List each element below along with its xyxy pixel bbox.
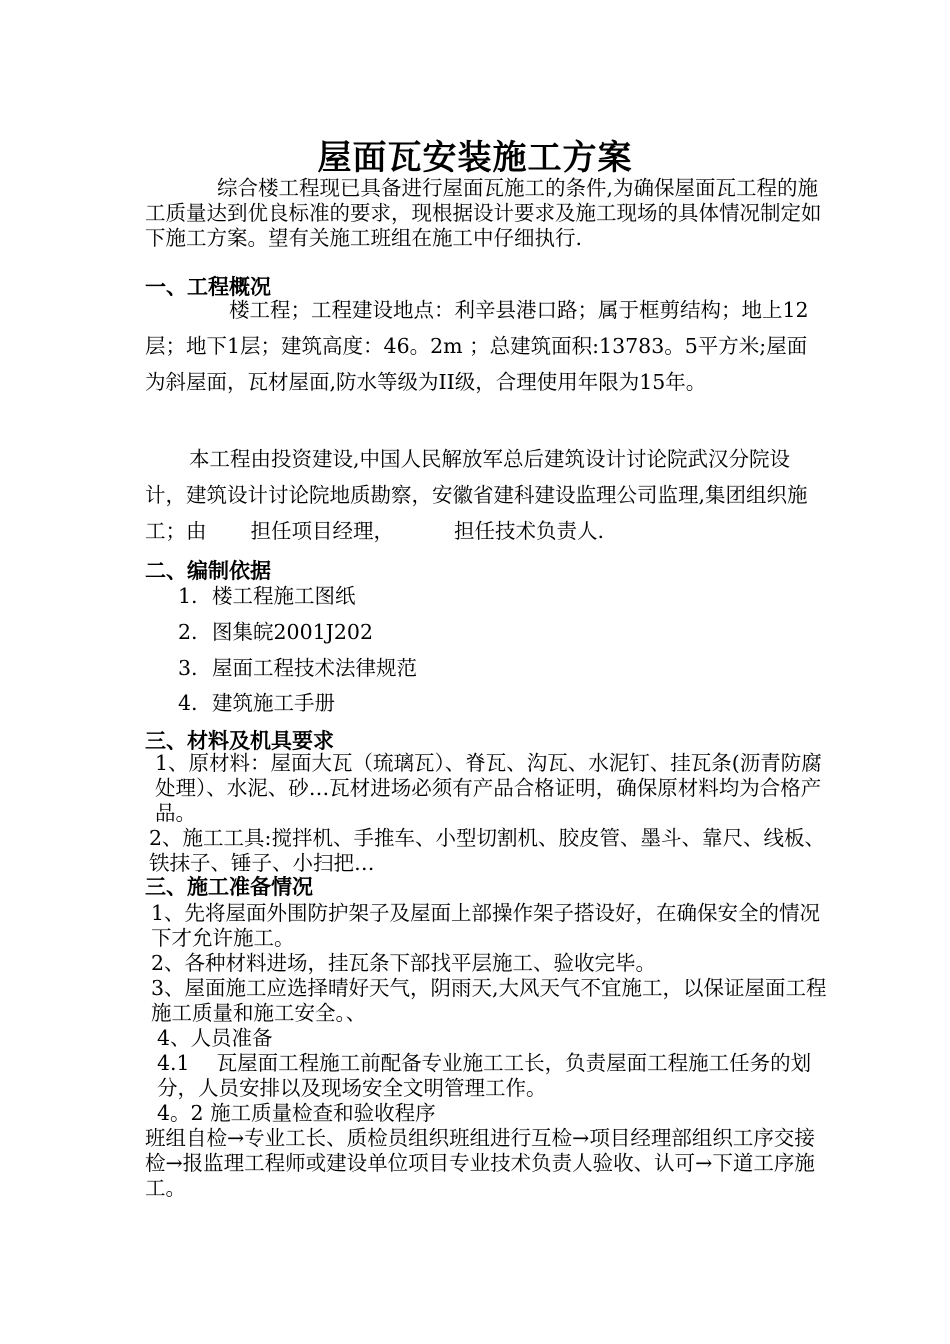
list-item	[178, 583, 356, 609]
list-item	[178, 690, 335, 716]
preparation-paragraph-7: 班组自检→专业工长、质检员组织班组进行互检→项目经理部组织工序交接检→报监理工程师或建设单位项目专业技术负责人验收、认可→下道工序施工。	[145, 1126, 815, 1200]
list-item	[178, 655, 417, 681]
section-heading-preparation: 三、施工准备情况	[145, 875, 313, 899]
materials-paragraph-1: 1、原材料：屋面大瓦（琉璃瓦）、脊瓦、沟瓦、水泥钉、挂瓦条(沥青防腐处理）、水泥、砂…瓦材进场必须有产品合格证明，确保原材料均为合格产品。	[155, 751, 822, 825]
preparation-paragraph-2: 2、各种材料进场，挂瓦条下部找平层施工、验收完毕。	[151, 951, 657, 975]
materials-paragraph-2: 2、施工工具:搅拌机、手推车、小型切割机、胶皮管、墨斗、靠尺、线板、铁抹子、锤子、小扫把…	[149, 826, 825, 875]
overview-text-c: 担任技术负责人.	[454, 519, 605, 543]
intro-paragraph: 综合楼工程现已具备进行屋面瓦施工的条件,为确保屋面瓦工程的施工质量达到优良标准的要求，现根据设计要求及施工现场的具体情况制定如下施工方案。望有关施工班组在施工中仔细执行.	[145, 176, 822, 250]
preparation-paragraph-4: 4、人员准备	[157, 1026, 273, 1050]
list-item-number: 4.	[178, 691, 198, 715]
overview-text-b: 担任项目经理，	[250, 519, 394, 543]
section-heading-materials: 三、材料及机具要求	[145, 729, 334, 753]
document-title: 屋面瓦安装施工方案	[317, 138, 633, 178]
section-heading-overview: 一、工程概况	[145, 275, 271, 299]
list-item-number: 3.	[178, 656, 198, 680]
list-item-number: 1.	[178, 584, 198, 608]
overview-text-a: 本工程由投资建设,中国人民解放军总后建筑设计讨论院武汉分院设计，建筑设计讨论院地质勘察，安徽省建科建设监理公司监理,集团组织施工；由	[145, 447, 808, 543]
list-item-text: 屋面工程技术法律规范	[212, 656, 417, 680]
list-item-text: 图集皖2001J202	[212, 620, 374, 644]
preparation-paragraph-3: 3、屋面施工应选择晴好天气，阴雨天,大风天气不宜施工，以保证屋面工程施工质量和施工安全。、	[151, 976, 827, 1025]
overview-paragraph-1: 楼工程；工程建设地点：利辛县港口路；属于框剪结构；地上12层；地下1层；建筑高度：46。2m ；总建筑面积:13783。5平方米;屋面为斜屋面，瓦材屋面,防水等级为II级，合理使用年限为15年。	[145, 298, 809, 394]
preparation-paragraph-6: 4。2 施工质量检查和验收程序	[157, 1101, 436, 1125]
list-item-text: 楼工程施工图纸	[212, 584, 356, 608]
list-item-number: 2.	[178, 620, 198, 644]
overview-paragraph-2	[145, 441, 825, 549]
list-item-text: 建筑施工手册	[212, 691, 335, 715]
preparation-paragraph-5: 4.1 瓦屋面工程施工前配备专业施工工长，负责屋面工程施工任务的划分，人员安排以及现场安全文明管理工作。	[157, 1051, 812, 1100]
list-item	[178, 619, 373, 645]
section-heading-basis: 二、编制依据	[145, 559, 271, 583]
preparation-paragraph-1: 1、先将屋面外围防护架子及屋面上部操作架子搭设好，在确保安全的情况下才允许施工。	[151, 901, 821, 950]
